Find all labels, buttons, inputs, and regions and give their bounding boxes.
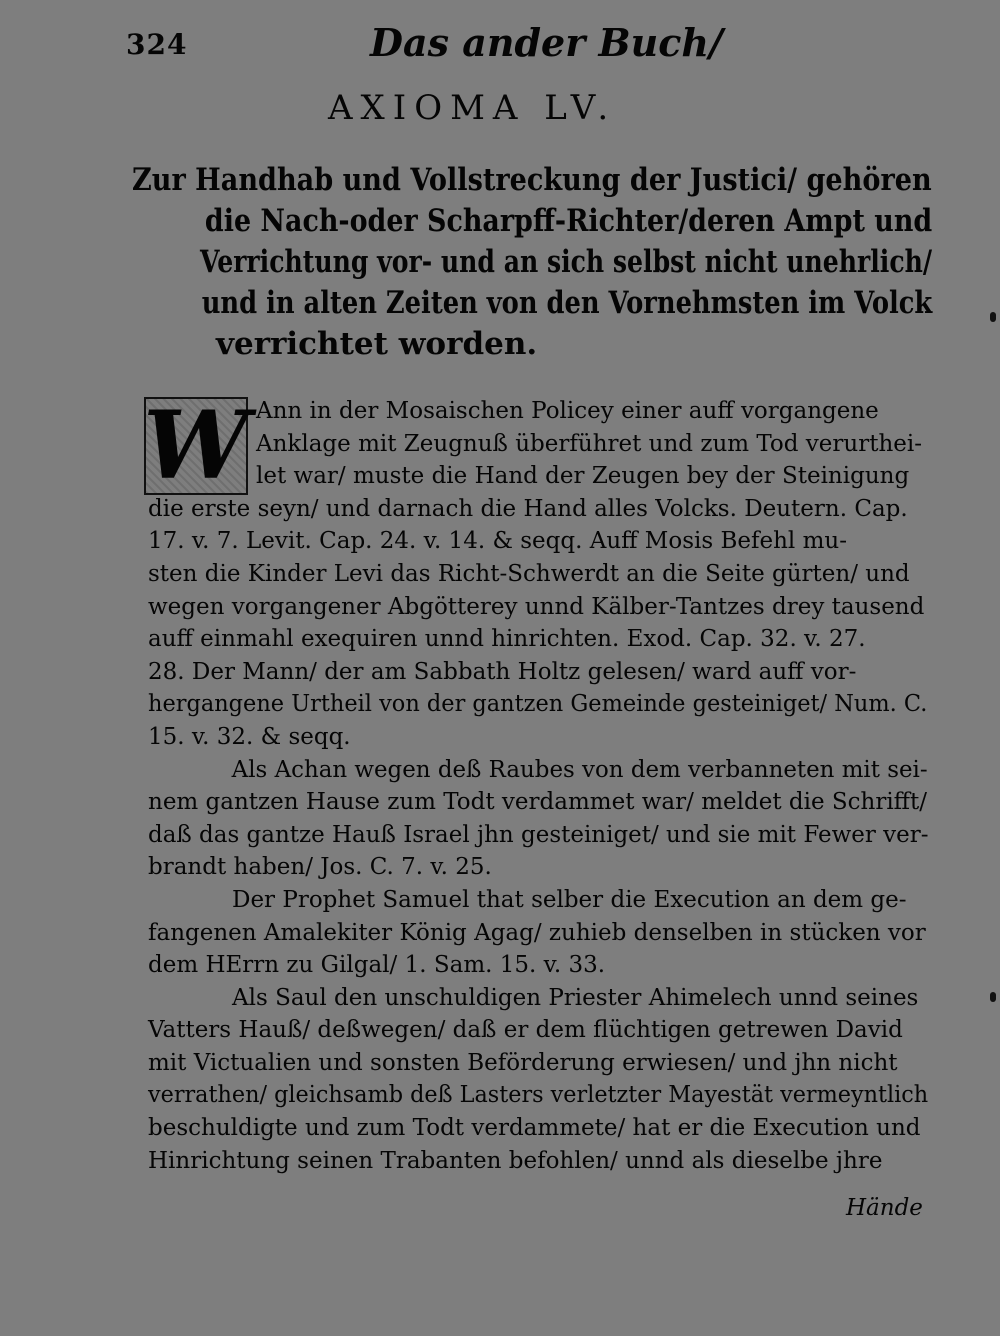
text-line: Der Prophet Samuel that selber die Execution an dem ge- <box>232 886 907 913</box>
text-line: verrathen/ gleichsamb deß Lasters verletzter Mayestät vermeyntlich <box>148 1082 929 1109</box>
edge-speck <box>990 312 996 322</box>
text-line: fangenen Amalekiter König Agag/ zuhieb denselben in stücken vor <box>148 919 926 946</box>
catchword: Hände <box>846 1195 923 1221</box>
text-line: hergangene Urtheil von der gantzen Gemeinde gesteiniget/ Num. C. <box>148 691 928 718</box>
text-line: 28. Der Mann/ der am Sabbath Holtz gelesen/ ward auff vor- <box>148 658 857 685</box>
axiom-title: AXIOMA LV. <box>328 88 617 128</box>
text-line: 17. v. 7. Levit. Cap. 24. v. 14. & seqq. Auff Mosis Befehl mu- <box>148 528 847 555</box>
text-line: auff einmahl exequiren unnd hinrichten. Exod. Cap. 32. v. 27. <box>148 626 866 653</box>
text-line: daß das gantze Hauß Israel jhn gesteiniget/ und sie mit Fewer ver- <box>148 821 929 848</box>
text-line: Anklage mit Zeugnuß überführet und zum Tod verurthei- <box>256 430 923 457</box>
running-head: Das ander Buch/ <box>370 20 723 65</box>
heading-line: verrichtet worden. <box>216 326 538 362</box>
text-line: Als Achan wegen deß Raubes von dem verbanneten mit sei- <box>231 756 928 783</box>
edge-speck <box>990 992 996 1002</box>
text-line: sten die Kinder Levi das Richt-Schwerdt an die Seite gürten/ und <box>148 560 910 587</box>
heading-line: Verrichtung vor- und an sich selbst nicht unehrlich/ <box>200 244 933 280</box>
text-line: Ann in der Mosaischen Policey einer auff vorgangene <box>256 398 879 424</box>
text-line: let war/ muste die Hand der Zeugen bey der Steinigung <box>256 463 910 490</box>
text-line: dem HErrn zu Gilgal/ 1. Sam. 15. v. 33. <box>148 952 606 979</box>
heading-line: die Nach-oder Scharpff-Richter/deren Ampt und <box>204 203 933 239</box>
dropcap-letter: W <box>143 391 249 501</box>
text-line: Als Saul den unschuldigen Priester Ahimelech unnd seines <box>232 984 919 1011</box>
text-line: Hinrichtung seinen Trabanten befohlen/ unnd als dieselbe jhre <box>148 1147 883 1174</box>
heading-line: und in alten Zeiten von den Vornehmsten im Volck <box>201 285 933 321</box>
heading-line: Zur Handhab und Vollstreckung der Justici/ gehören <box>132 162 932 198</box>
decorated-initial <box>143 391 249 501</box>
text-line: wegen vorgangener Abgötterey unnd Kälber-Tantzes drey tausend <box>148 593 925 620</box>
axiom-heading <box>132 160 932 365</box>
text-line: nem gantzen Hause zum Todt verdammet war/ meldet die Schrifft/ <box>148 789 928 816</box>
text-line: Vatters Hauß/ deßwegen/ daß er dem flüchtigen getrewen David <box>148 1017 903 1044</box>
body-text <box>143 391 929 1177</box>
text-line: mit Victualien und sonsten Beförderung erwiesen/ und jhn nicht <box>148 1049 898 1076</box>
text-line: beschuldigte und zum Todt verdammete/ hat er die Execution und <box>148 1115 921 1142</box>
text-line: 15. v. 32. & seqq. <box>148 723 351 750</box>
text-line: die erste seyn/ und darnach die Hand alles Volcks. Deutern. Cap. <box>148 495 908 522</box>
text-line: brandt haben/ Jos. C. 7. v. 25. <box>148 854 492 881</box>
page-number: 324 <box>126 28 188 61</box>
